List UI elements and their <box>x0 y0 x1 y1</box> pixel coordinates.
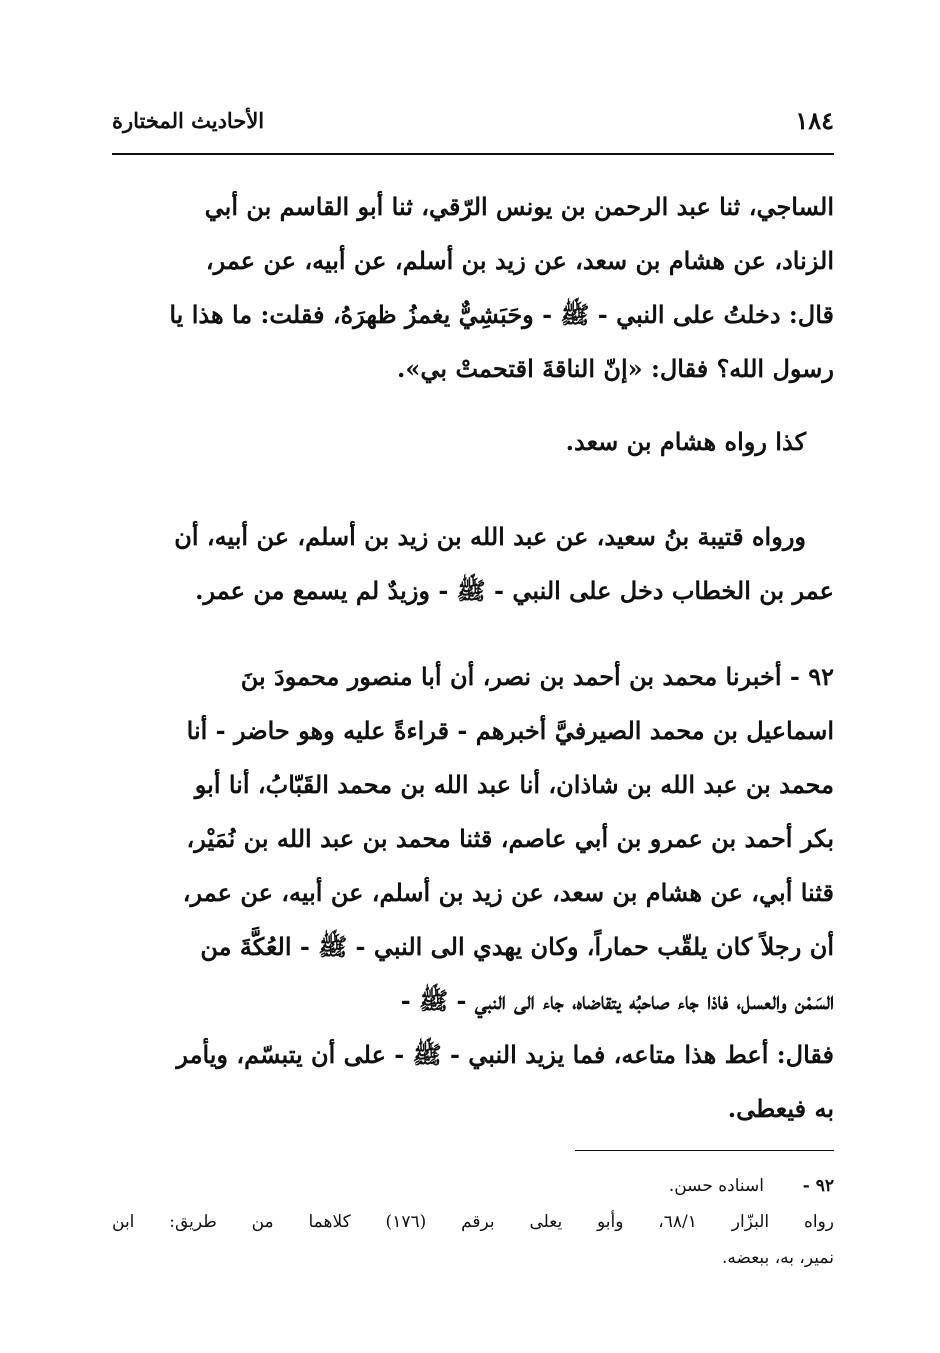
footnotes <box>112 1168 834 1276</box>
text-line: أن رجلاً كان يلقّب حماراً، وكان يهدي الى النبي - ﷺ - العُكَّةَ من <box>200 932 834 961</box>
text-line: فقال: أعط هذا متاعه، فما يزيد النبي - ﷺ - على أن يتبسّم، ويأمر <box>176 1040 834 1069</box>
text-line: قال: دخلتُ على النبي - ﷺ - وحَبَشِيٌّ يغمزُ ظهرَهُ، فقلت: ما هذا يا <box>169 300 834 329</box>
text-line: ٩٢ - أخبرنا محمد بن أحمد بن نصر، أن أبا منصور محمودَ بنَ <box>240 662 834 691</box>
text-line: عمر بن الخطاب دخل على النبي - ﷺ - وزيدٌ لم يسمع من عمر. <box>195 576 834 605</box>
paragraph-3 <box>112 510 834 618</box>
page-number: ١٨٤ <box>795 105 834 135</box>
text-line: الزناد، عن هشام بن سعد، عن زيد بن أسلم، عن أبيه، عن عمر، <box>205 246 834 275</box>
text-line: ورواه قتيبة بنُ سعيد، عن عبد الله بن زيد بن أسلم، عن أبيه، أن <box>174 522 806 551</box>
footnote-line: رواه البزّار ٦٨/١، وأبو يعلى برقم (١٧٦) كلاهما من طريق: ابن <box>112 1212 834 1232</box>
text-line: السَمْن والعسل، فاذا جاء صاحبُه يتقاضاه، جاء الى النبي - ﷺ - <box>400 986 834 1015</box>
paragraph-hadith-92 <box>112 650 834 1136</box>
text-line: به فيعطى. <box>727 1094 834 1123</box>
text-line: كذا رواه هشام بن سعد. <box>565 427 806 456</box>
text-line: اسماعيل بن محمد الصيرفيَّ أخبرهم - قراءةً عليه وهو حاضر - أنا <box>186 716 834 745</box>
footnote-number: ٩٢ - <box>802 1176 834 1196</box>
footnote-rule <box>575 1150 834 1151</box>
footnote-line <box>112 1168 834 1204</box>
page-header <box>112 100 834 140</box>
text-line: رسول الله؟ فقال: «إنّ الناقةَ اقتحمتْ بي». <box>397 354 834 383</box>
footnote-line: نمير، به، ببعضه. <box>721 1248 834 1268</box>
text-line: الساجي، ثنا عبد الرحمن بن يونس الرّقي، ثنا أبو القاسم بن أبي <box>204 192 834 221</box>
footnote-text: اسناده حسن. <box>668 1176 764 1196</box>
paragraph-1 <box>112 180 834 396</box>
text-line: قثنا أبي، عن هشام بن سعد، عن زيد بن أسلم، عن أبيه، عن عمر، <box>182 878 834 907</box>
paragraph-2 <box>112 415 834 469</box>
text-line: محمد بن عبد الله بن شاذان، أنا عبد الله بن محمد القَبّابُ، أنا أبو <box>194 770 834 799</box>
header-rule <box>112 153 834 155</box>
text-line: بكر أحمد بن عمرو بن أبي عاصم، قثنا محمد بن عبد الله بن نُمَيْر، <box>186 824 834 853</box>
running-title: الأحاديث المختارة <box>112 107 265 133</box>
